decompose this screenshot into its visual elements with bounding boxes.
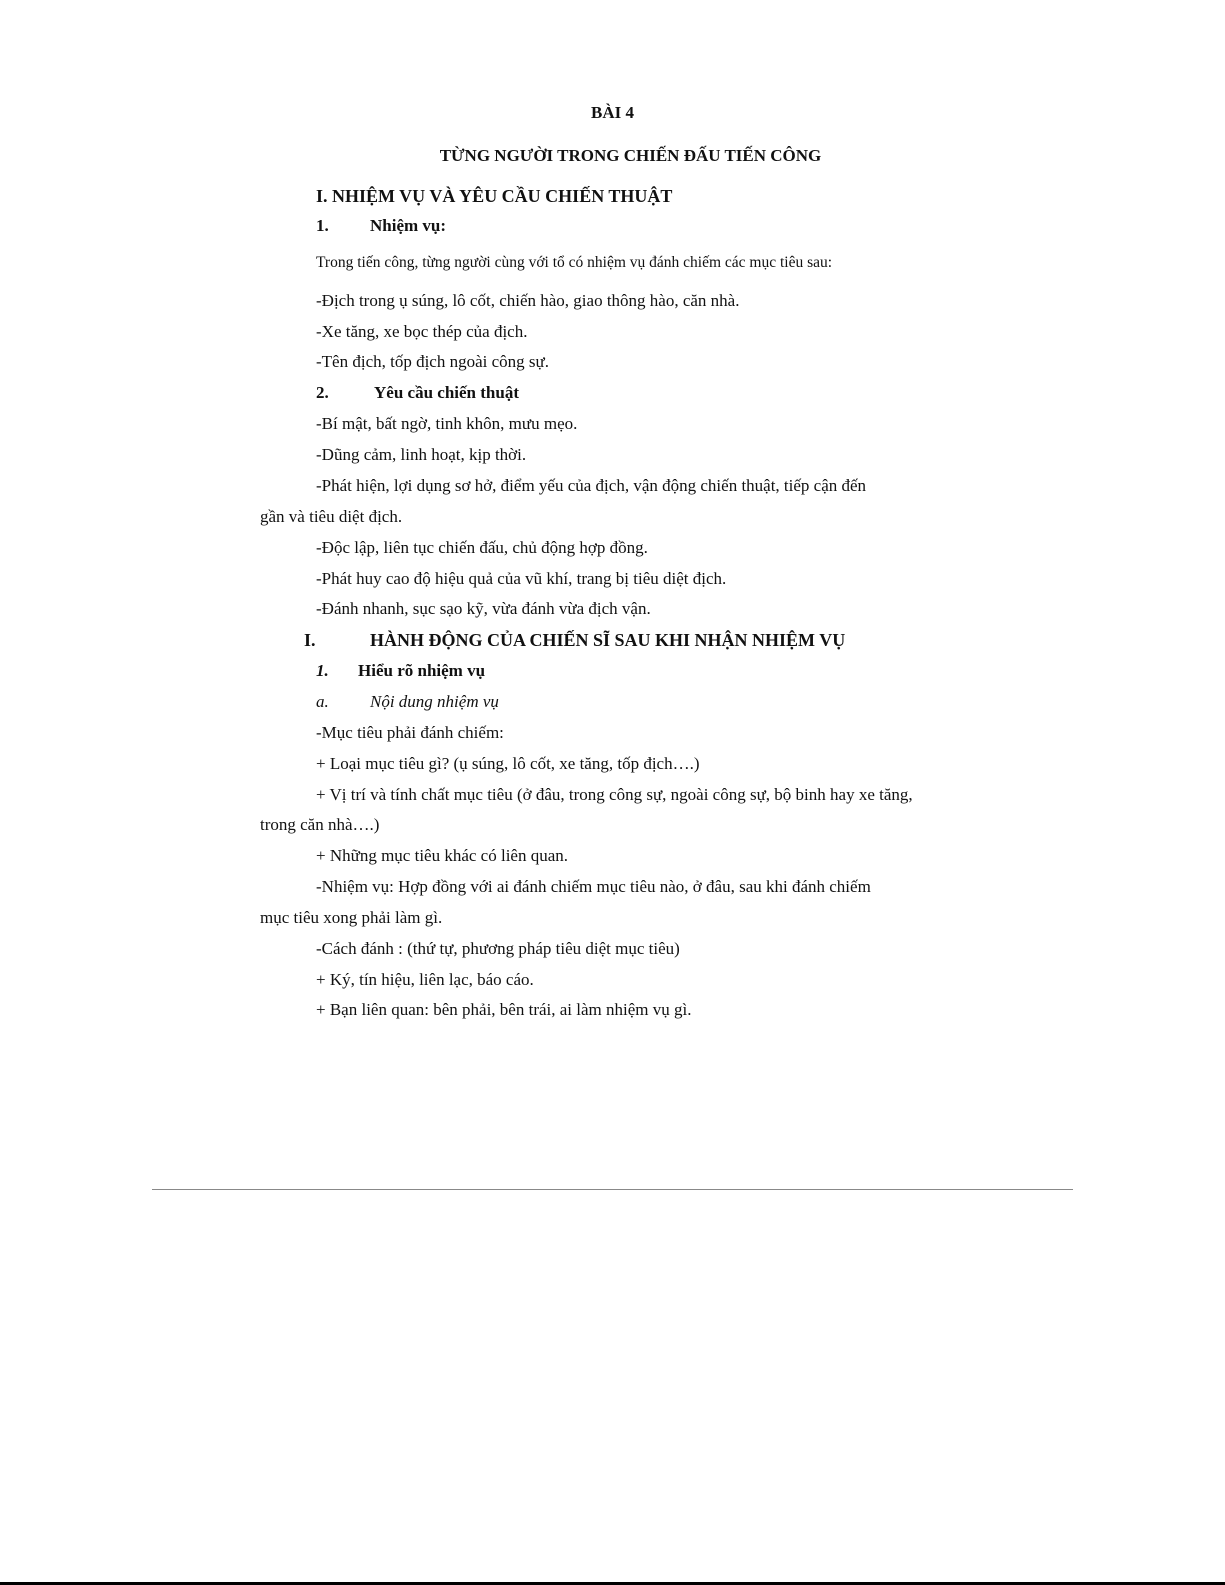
section-2-item-a-number: a.: [316, 692, 329, 711]
task-line: + Những mục tiêu khác có liên quan.: [316, 846, 569, 865]
section-1-item-1-label: Nhiệm vụ:: [370, 216, 447, 235]
requirement-line: -Độc lập, liên tục chiến đấu, chủ động hợp đồng.: [316, 538, 648, 557]
requirement-line: -Đánh nhanh, sục sạo kỹ, vừa đánh vừa địch vận.: [316, 599, 651, 618]
task-line: mục tiêu xong phải làm gì.: [260, 908, 443, 927]
requirement-line: -Phát huy cao độ hiệu quả của vũ khí, trang bị tiêu diệt địch.: [316, 569, 727, 588]
task-line: + Ký, tín hiệu, liên lạc, báo cáo.: [316, 970, 534, 989]
task-line: + Loại mục tiêu gì? (ụ súng, lô cốt, xe tăng, tốp địch….): [316, 754, 700, 773]
requirement-line: -Phát hiện, lợi dụng sơ hở, điểm yếu của địch, vận động chiến thuật, tiếp cận đến: [316, 476, 867, 495]
task-line: + Bạn liên quan: bên phải, bên trái, ai làm nhiệm vụ gì.: [316, 1000, 692, 1019]
task-line: -Cách đánh : (thứ tự, phương pháp tiêu diệt mục tiêu): [316, 939, 680, 958]
requirement-line: -Bí mật, bất ngờ, tinh khôn, mưu mẹo.: [316, 414, 578, 433]
section-2-item-a-label: Nội dung nhiệm vụ: [370, 692, 499, 711]
target-line: -Tên địch, tốp địch ngoài công sự.: [316, 352, 549, 371]
section-2-item-1-label: Hiểu rõ nhiệm vụ: [358, 661, 486, 680]
page-divider: [152, 1189, 1073, 1190]
page-subtitle: TỪNG NGƯỜI TRONG CHIẾN ĐẤU TIẾN CÔNG: [439, 146, 822, 165]
requirement-line: gần và tiêu diệt địch.: [260, 507, 403, 526]
section-2-number: I.: [304, 630, 316, 650]
target-line: -Địch trong ụ súng, lô cốt, chiến hào, giao thông hào, căn nhà.: [316, 291, 740, 310]
section-1-item-1-number: 1.: [316, 216, 329, 235]
section-1-item-2-number: 2.: [316, 383, 329, 402]
requirement-line: -Dũng cảm, linh hoạt, kịp thời.: [316, 445, 527, 464]
task-line: trong căn nhà….): [260, 815, 380, 834]
page-title: BÀI 4: [591, 103, 634, 122]
task-line: -Nhiệm vụ: Hợp đồng với ai đánh chiếm mục tiêu nào, ở đâu, sau khi đánh chiếm: [316, 877, 871, 896]
section-2-heading: HÀNH ĐỘNG CỦA CHIẾN SĨ SAU KHI NHẬN NHIỆM VỤ: [370, 630, 846, 650]
target-line: -Xe tăng, xe bọc thép của địch.: [316, 322, 528, 341]
section-1-heading: I. NHIỆM VỤ VÀ YÊU CẦU CHIẾN THUẬT: [316, 186, 673, 206]
section-2-item-1-number: 1.: [316, 661, 329, 680]
task-line: -Mục tiêu phải đánh chiếm:: [316, 723, 504, 742]
section-1-item-2-label: Yêu cầu chiến thuật: [374, 383, 519, 402]
task-line: + Vị trí và tính chất mục tiêu (ở đâu, trong công sự, ngoài công sự, bộ binh hay xe tăng,: [316, 785, 913, 804]
section-1-intro: Trong tiến công, từng người cùng với tổ có nhiệm vụ đánh chiếm các mục tiêu sau:: [316, 254, 833, 271]
